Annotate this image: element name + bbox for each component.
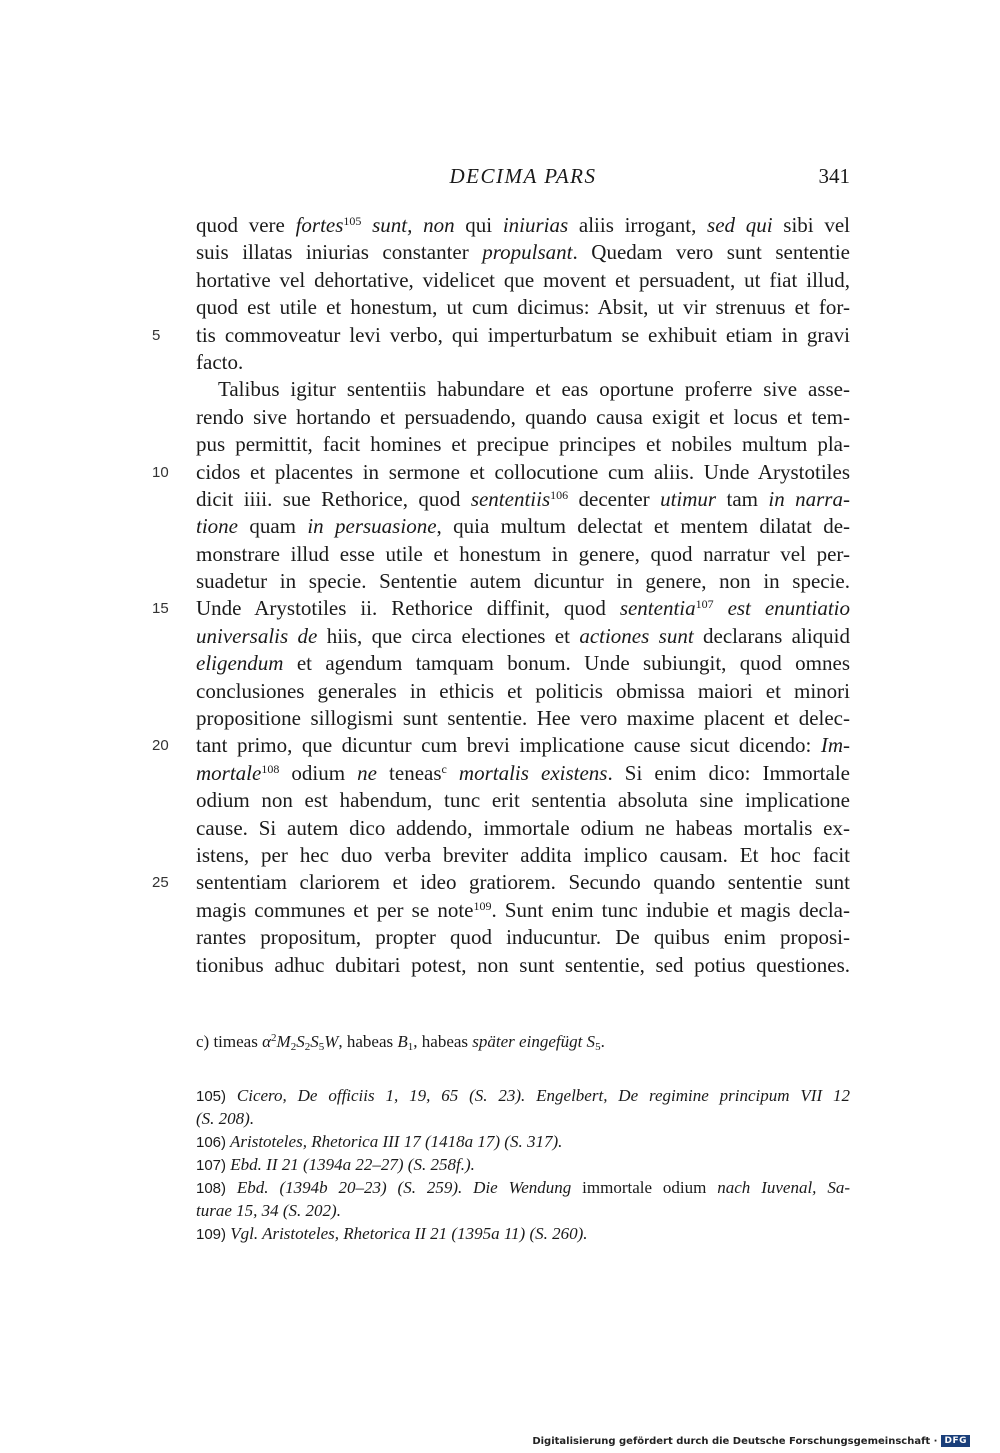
text-line: facto. <box>196 349 244 374</box>
text-line: magis communes et per se note$^{109}$. Sunt enim tunc indubie et magis decla- <box>196 897 850 922</box>
text-line: 20 tant primo, que dicuntur cum brevi implicatione cause sicut dicendo: Im- <box>196 732 850 759</box>
text-line: eligendum et agendum tamquam bonum. Unde subiungit, quod omnes <box>196 651 850 676</box>
footnote: 107) Ebd. II 21 (1394a 22–27) (S. 258f.). <box>196 1155 475 1174</box>
footnote: turae 15, 34 (S. 202). <box>196 1201 341 1220</box>
text-line: 15 Unde Arystotiles ii. Rethorice diffinit, quod sententia$^{107}$ est enuntiatio <box>196 595 850 622</box>
footnote: 108) Ebd. (1394b 20–23) (S. 259). Die Wendung immortale odium nach Iuvenal, Sa- <box>196 1178 850 1197</box>
text-line: tionibus adhuc dubitari potest, non sunt sententie, sed potius questiones. <box>196 952 850 977</box>
text-line: conclusiones generales in ethicis et politicis obmissa maiori et minori <box>196 678 850 703</box>
footnote: 109) Vgl. Aristoteles, Rhetorica II 21 (1395a 11) (S. 260). <box>196 1224 588 1243</box>
text-line: 25 sententiam clariorem et ideo gratiorem. Secundo quando sententie sunt <box>196 869 850 896</box>
text-line: universalis de hiis, que circa electiones et actiones sunt declarans aliquid <box>196 623 850 648</box>
digitization-credit <box>532 1435 970 1447</box>
text-line: rantes propositum, propter quod inducuntur. De quibus enim proposi- <box>196 925 850 950</box>
critical-apparatus: c) timeas $\alpha^2M_2S_2S_5W$, habeas $B_1$, habeas später eingefügt $S_5$. <box>196 1032 605 1053</box>
footnote: 105) Cicero, De officiis 1, 19, 65 (S. 23). Engelbert, De regimine principum VII 12 <box>196 1086 850 1105</box>
footnotes <box>196 1084 850 1245</box>
text-line: dicit iiii. sue Rethorice, quod sententiis$^{106}$ decenter utimur tam in narra- <box>196 486 850 511</box>
line-number: 15 <box>152 600 169 618</box>
line-number: 20 <box>152 737 169 755</box>
text-line: rendo sive hortando et persuadendo, quando causa exigit et locus et tem- <box>196 404 850 429</box>
running-title: DECIMA PARS <box>449 164 597 188</box>
text-line: hortative vel dehortative, videlicet que movent et persuadent, ut fiat illud, <box>196 267 850 292</box>
text-line: cause. Si autem dico addendo, immortale odium ne habeas mortalis ex- <box>196 815 850 840</box>
text-line: Talibus igitur sententiis habundare et eas oportune proferre sive asse- <box>218 377 850 402</box>
text-line: suis illatas iniurias constanter propulsant. Quedam vero sunt sententie <box>196 240 850 265</box>
text-line: 10 cidos et placentes in sermone et collocutione cum aliis. Unde Arystotiles <box>196 459 850 486</box>
line-number: 10 <box>152 463 169 481</box>
text-line: odium non est habendum, tunc erit sententia absoluta sine implicatione <box>196 788 850 813</box>
text-line: pus permittit, facit homines et precipue principes et nobiles multum pla- <box>196 432 850 457</box>
text-line: quod vere fortes$^{105}$ sunt, non qui iniurias aliis irrogant, sed qui sibi vel <box>196 213 850 237</box>
credit-text: Digitalisierung gefördert durch die Deutsche Forschungsgemeinschaft · <box>532 1435 938 1447</box>
text-line: suadetur in specie. Sententie autem dicuntur in genere, non in specie. <box>196 569 850 594</box>
text-line: 5 tis commoveatur levi verbo, qui imperturbatum se exhibuit etiam in gravi <box>196 322 850 349</box>
text-line: monstrare illud esse utile et honestum in genere, quod narratur vel per- <box>196 541 850 566</box>
text-line: mortale$^{108}$ odium ne teneas$^c$ mortalis existens. Si enim dico: Immortale <box>196 760 850 785</box>
dfg-logo: DFG <box>941 1435 970 1447</box>
text-line: tione quam in persuasione, quia multum delectat et mentem dilatat de- <box>196 514 851 539</box>
main-text <box>152 212 851 979</box>
footnote: 106) Aristoteles, Rhetorica III 17 (1418a 17) (S. 317). <box>196 1132 563 1151</box>
footnote: (S. 208). <box>196 1109 255 1128</box>
page-number: 341 <box>818 164 850 188</box>
line-number: 5 <box>152 326 161 344</box>
text-line: istens, per hec duo verba breviter addita implico causam. Et hoc facit <box>196 842 850 867</box>
text-line: propositione sillogismi sunt sententie. Hee vero maxime placent et delec- <box>196 706 850 731</box>
line-number: 25 <box>152 874 169 892</box>
text-line: quod est utile et honestum, ut cum dicimus: Absit, ut vir strenuus et for- <box>196 295 850 320</box>
page-header <box>196 164 850 194</box>
